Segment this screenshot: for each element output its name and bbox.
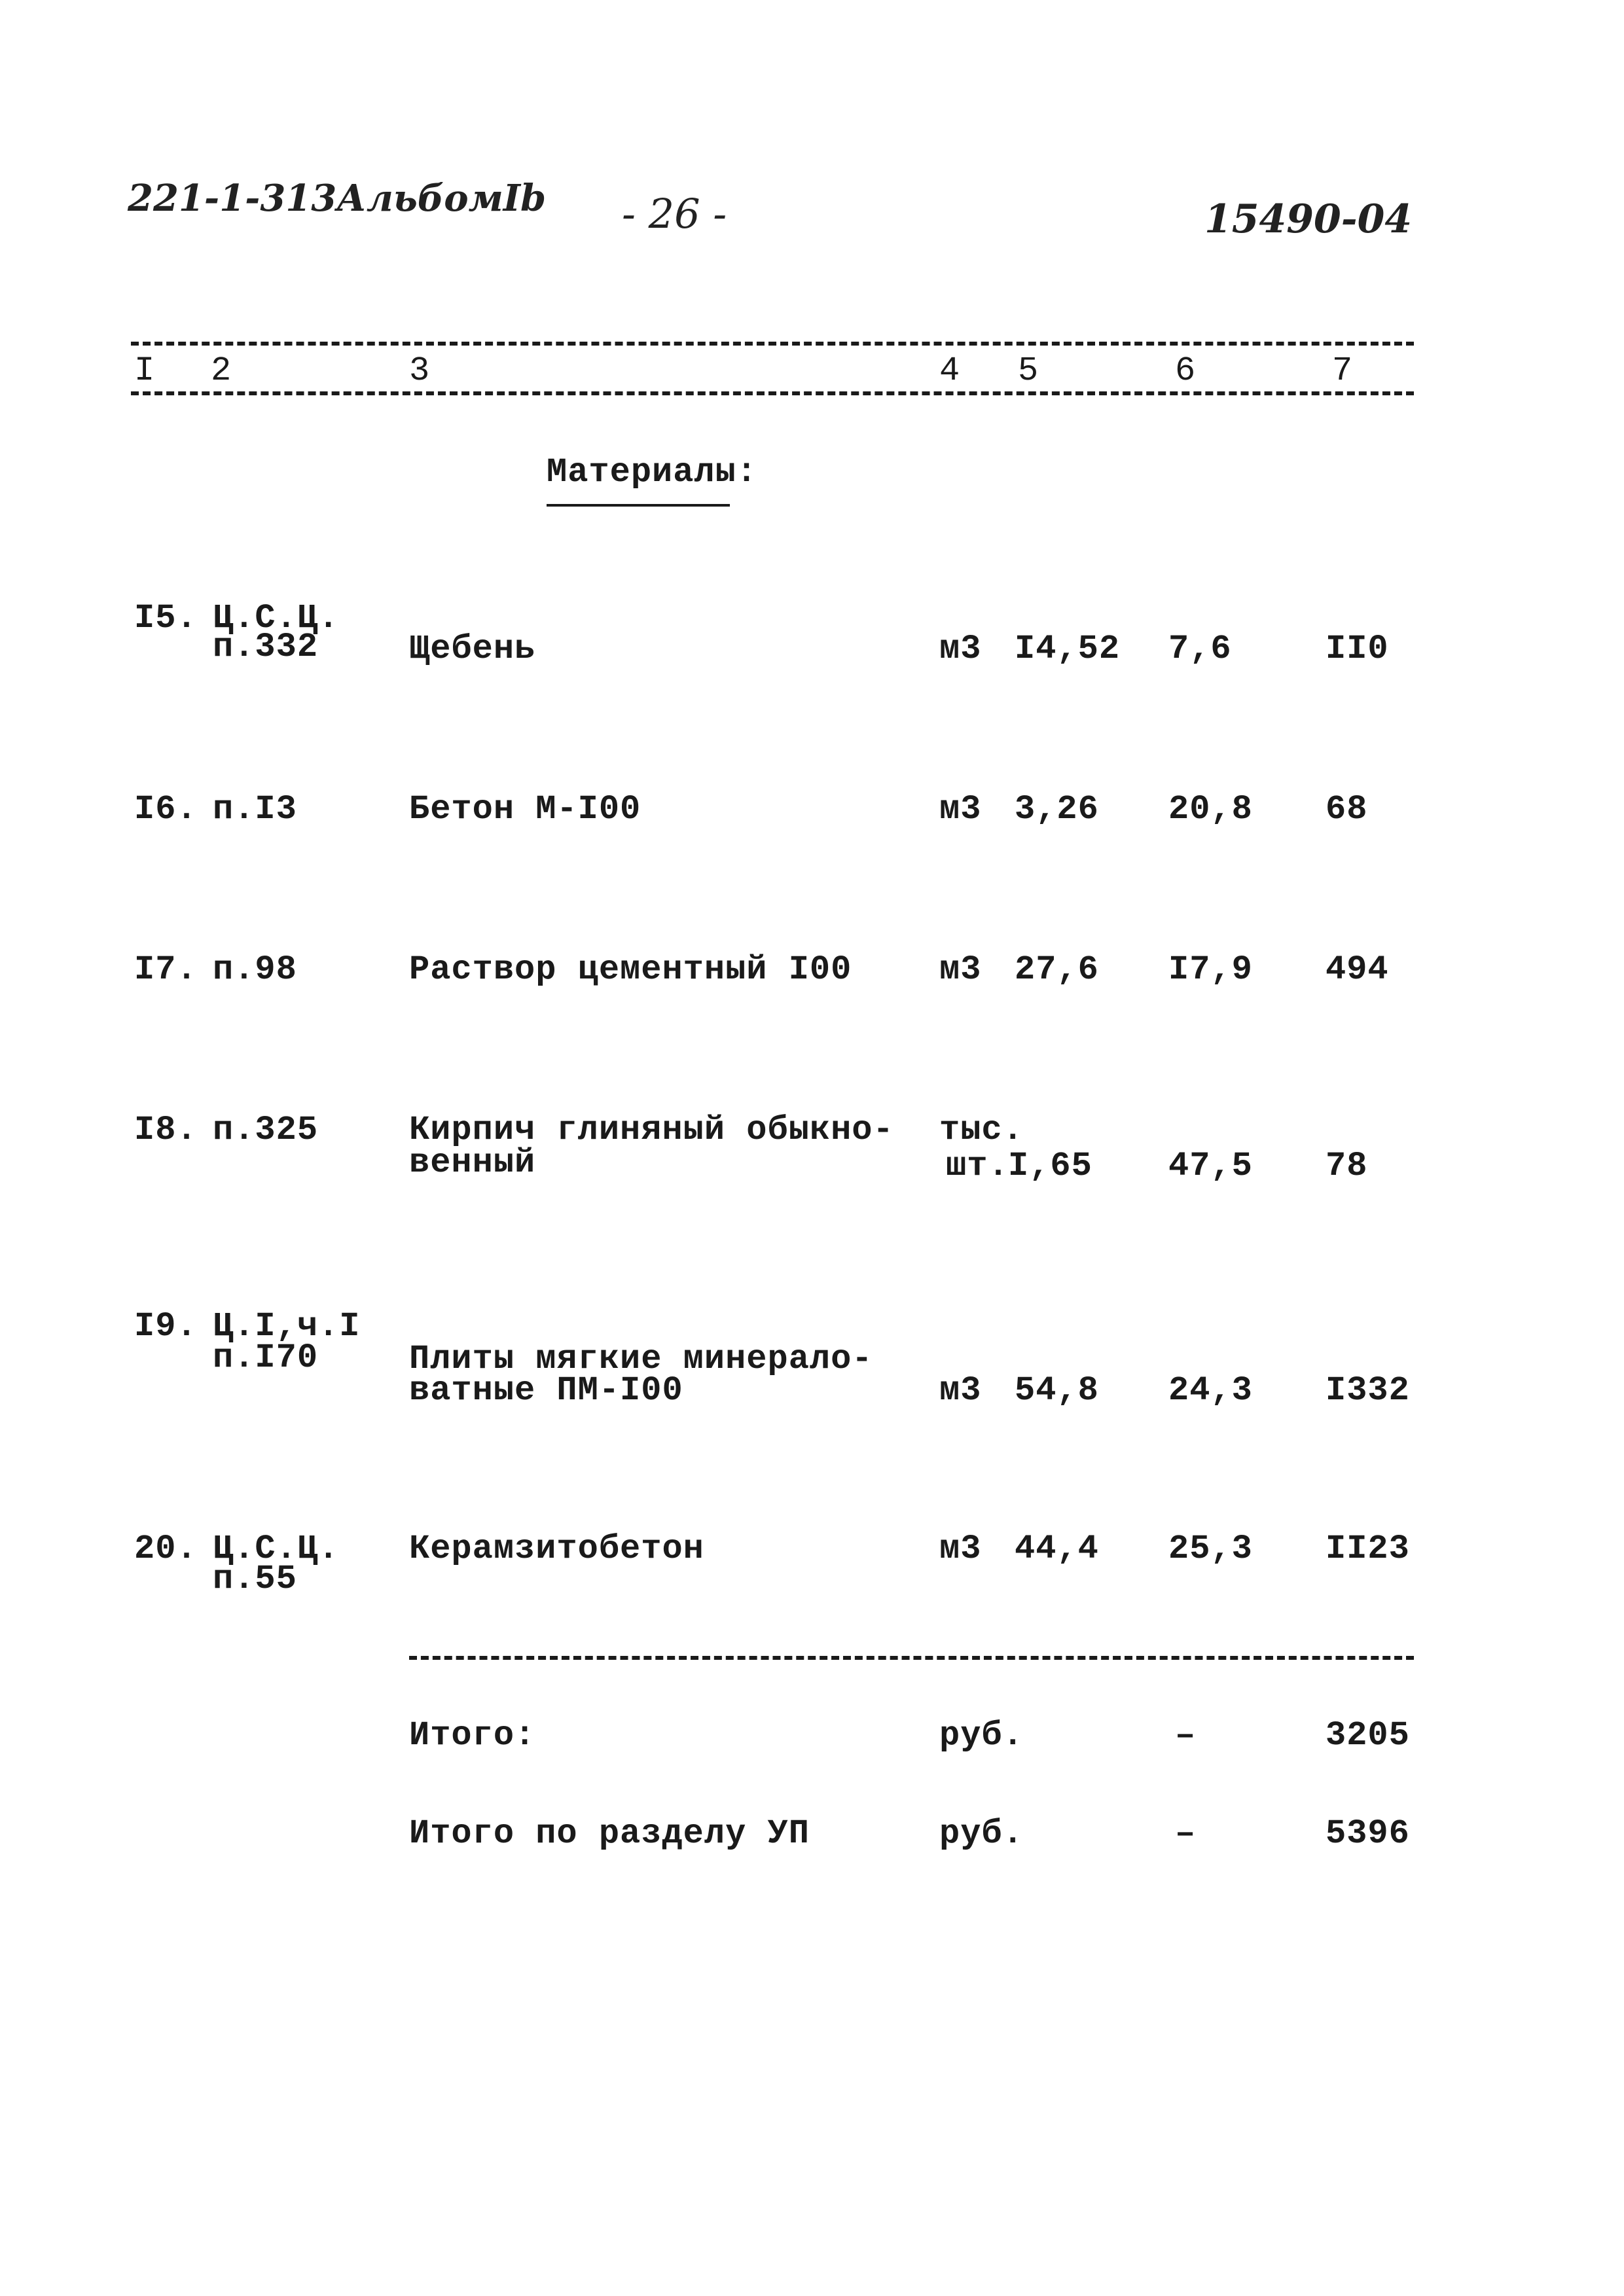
row-name-line2: ватные ПМ-I00 (409, 1371, 683, 1410)
row-price: 7,6 (1168, 630, 1232, 668)
column-number-4: 4 (939, 351, 960, 390)
row-name: Бетон М-I00 (409, 790, 641, 829)
row-unit: м3 (939, 790, 982, 829)
row-number: I6. (134, 790, 198, 829)
column-number-6: 6 (1175, 351, 1196, 390)
total-value: 3205 (1326, 1716, 1410, 1755)
row-price: I7,9 (1168, 950, 1253, 989)
row-ref-line2: п.55 (213, 1560, 297, 1598)
total-price: – (1175, 1716, 1197, 1755)
column-number-7: 7 (1332, 351, 1353, 390)
row-number: I5. (134, 599, 198, 637)
total-label: Итого по разделу УП (409, 1814, 810, 1853)
row-quantity: 3,26 (1015, 790, 1099, 829)
row-total: 68 (1326, 790, 1368, 829)
row-unit: м3 (939, 1530, 982, 1568)
total-unit: руб. (939, 1716, 1024, 1755)
row-quantity: I4,52 (1015, 630, 1121, 668)
row-quantity: 44,4 (1015, 1530, 1099, 1568)
row-ref: Ц.С.Ц. (213, 599, 340, 637)
section-title: Материалы: (547, 453, 758, 492)
page-number: - 26 - (622, 190, 727, 238)
section-title-underline (547, 504, 730, 507)
row-ref: Ц.I,ч.I (213, 1307, 361, 1346)
row-ref: п.I3 (213, 790, 297, 829)
row-unit: тыс. (939, 1111, 1024, 1149)
row-name: Керамзитобетон (409, 1530, 704, 1568)
row-unit: м3 (939, 630, 982, 668)
row-name: Плиты мягкие минерало- (409, 1340, 873, 1378)
row-number: I9. (134, 1307, 198, 1346)
sheet-code: 15490-04 (1204, 196, 1413, 242)
row-total: II0 (1326, 630, 1389, 668)
row-name: Щебень (409, 630, 536, 668)
row-quantity: 27,6 (1015, 950, 1099, 989)
totals-rule (409, 1656, 1414, 1660)
row-total: I332 (1326, 1371, 1410, 1410)
row-total: II23 (1326, 1530, 1410, 1568)
header-bottom-rule (131, 391, 1414, 395)
row-price: 20,8 (1168, 790, 1253, 829)
column-number-3: 3 (409, 351, 430, 390)
row-price: 25,3 (1168, 1530, 1253, 1568)
row-price: 47,5 (1168, 1147, 1253, 1185)
row-ref-line2: п.I70 (213, 1338, 319, 1377)
row-name: Кирпич глиняный обыкно- (409, 1111, 894, 1149)
row-ref: п.98 (213, 950, 297, 989)
total-label: Итого: (409, 1716, 536, 1755)
column-number-5: 5 (1018, 351, 1039, 390)
row-name: Раствор цементный I00 (409, 950, 852, 989)
row-number: I7. (134, 950, 198, 989)
column-number-1: I (134, 351, 155, 390)
total-value: 5396 (1326, 1814, 1410, 1853)
row-name-line2: венный (409, 1143, 536, 1182)
row-ref-line2: п.332 (213, 628, 319, 666)
row-unit-line2: шт. (946, 1147, 1009, 1185)
row-number: I8. (134, 1111, 198, 1149)
document-code: 221-1-313АльбомIb (128, 177, 547, 220)
header-top-rule (131, 342, 1414, 346)
row-number: 20. (134, 1530, 198, 1568)
column-number-2: 2 (211, 351, 232, 390)
row-price: 24,3 (1168, 1371, 1253, 1410)
row-unit: м3 (939, 1371, 982, 1410)
row-quantity: I,65 (1008, 1147, 1092, 1185)
row-ref: п.325 (213, 1111, 319, 1149)
total-price: – (1175, 1814, 1197, 1853)
total-unit: руб. (939, 1814, 1024, 1853)
row-total: 494 (1326, 950, 1389, 989)
row-total: 78 (1326, 1147, 1368, 1185)
row-unit: м3 (939, 950, 982, 989)
row-quantity: 54,8 (1015, 1371, 1099, 1410)
row-ref: Ц.С.Ц. (213, 1530, 340, 1568)
